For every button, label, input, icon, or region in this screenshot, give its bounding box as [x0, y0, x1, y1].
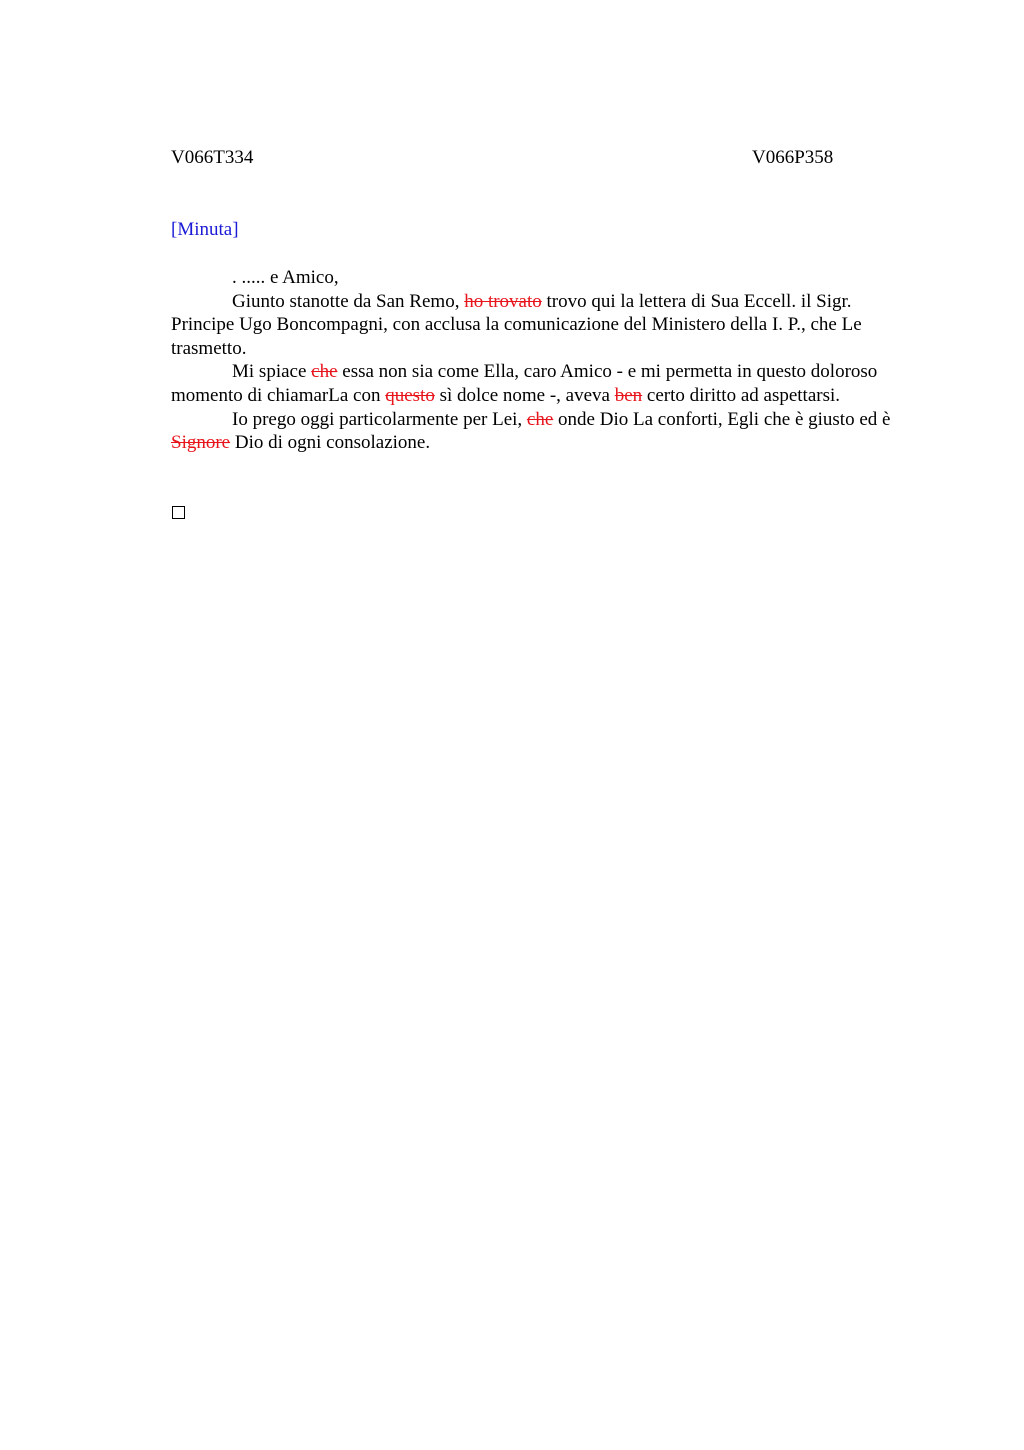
text-run: Giunto stanotte da San Remo,: [232, 290, 465, 312]
letter-paragraph-1: [171, 290, 916, 361]
letter-paragraph-2: [171, 360, 916, 407]
text-run: sì dolce nome -, aveva: [434, 384, 615, 406]
deleted-text: questo: [385, 384, 435, 406]
text-run: Io prego oggi particolarmente per Lei,: [232, 408, 527, 430]
letter-body: [171, 266, 916, 455]
deleted-text: che: [311, 361, 338, 383]
deleted-text: ho trovato: [464, 290, 542, 312]
text-run: certo diritto ad aspettarsi.: [642, 384, 841, 406]
deleted-text: Signore: [171, 432, 231, 454]
text-run: onde Dio La conforti, Egli che è giusto ed è: [553, 408, 891, 430]
letter-paragraph-3: [171, 408, 916, 455]
text-run: essa non sia come Ella, caro Amico - e mi permetta in questo doloroso momento di chiamarLa con: [171, 361, 878, 406]
end-square-icon: [172, 506, 185, 519]
text-run: Mi spiace: [232, 361, 312, 383]
document-code-right: V066P358: [752, 147, 834, 168]
letter-greeting: . ..... e Amico,: [232, 267, 339, 288]
text-run: Dio di ogni consolazione.: [230, 432, 431, 454]
deleted-text: che: [526, 408, 554, 430]
text-run: trovo qui la lettera di Sua Eccell. il Sigr. Principe Ugo Boncompagni, con acclusa la comunicazione del Ministero della I. P., che Le trasmetto.: [171, 290, 862, 359]
deleted-text: ben: [614, 384, 643, 406]
document-code-left: V066T334: [171, 147, 254, 168]
minuta-label: [Minuta]: [171, 219, 239, 240]
